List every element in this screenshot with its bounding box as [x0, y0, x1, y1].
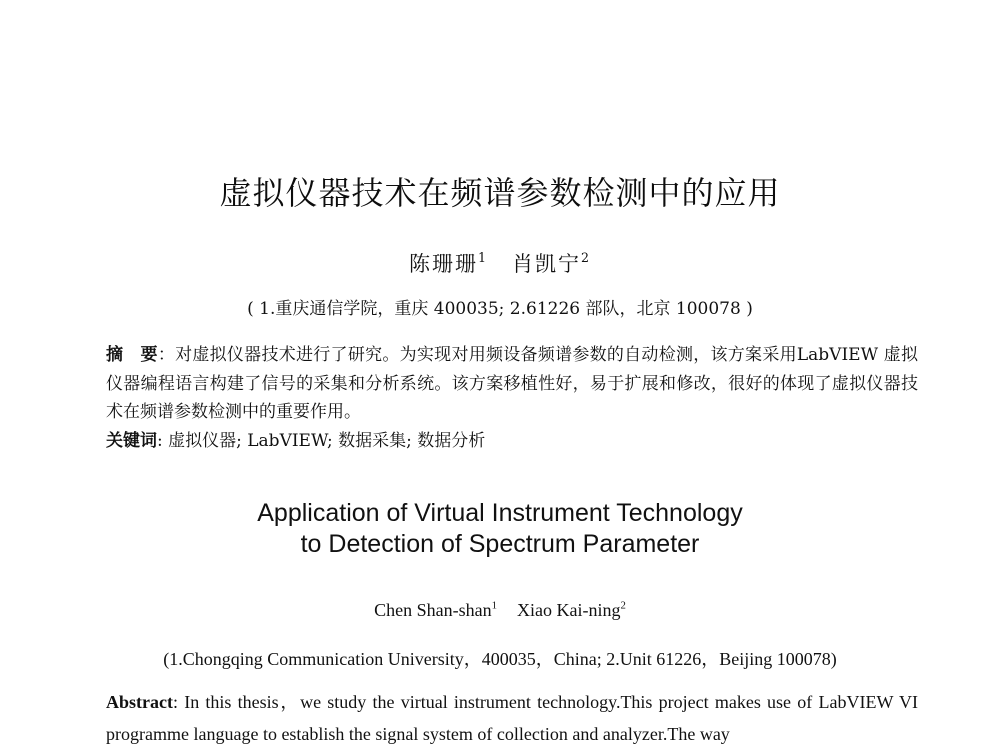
author-affiliation-mark: 1 — [491, 599, 497, 612]
abstract-label: Abstract — [106, 692, 173, 712]
author-affiliation-mark: 2 — [620, 599, 626, 612]
author-name: Xiao Kai-ning — [517, 600, 621, 620]
abstract-english — [106, 686, 918, 750]
author-name: 肖凯宁 — [512, 252, 581, 276]
affiliation-english: (1.Chongqing Communication University，400035，China; 2.Unit 61226，Beijing 100078) — [163, 649, 837, 669]
author-name: 陈珊珊 — [408, 252, 478, 276]
keywords-chinese — [106, 427, 918, 455]
keywords-text: : 虚拟仪器; LabVIEW; 数据采集; 数据分析 — [157, 431, 486, 451]
abstract-text: ：对虚拟仪器技术进行了研究。为实现对用频设备频谱参数的自动检测，该方案采用LabVIEW 虚拟仪器编程语言构建了信号的采集和分析系统。该方案移植性好，易于扩展和修改，很好的体现了虚拟仪器技术在频谱参数检测中的重要作用。 — [106, 345, 919, 422]
author-affiliation-mark: 2 — [581, 250, 592, 266]
paper-title-english — [0, 498, 1000, 560]
title-line: to Detection of Spectrum Parameter — [300, 530, 700, 558]
author-list-chinese — [0, 248, 1000, 278]
author-name: Chen Shan-shan — [374, 600, 492, 620]
title-line: Application of Virtual Instrument Technology — [257, 499, 743, 527]
abstract-text: : In this thesis，we study the virtual instrument technology.This project makes use of LabVIEW VI programme language to establish the signal system of collection and analyzer.The way — [106, 692, 918, 744]
keywords-label: 关键词 — [106, 431, 157, 451]
abstract-chinese — [106, 341, 918, 427]
author-list-english — [0, 600, 1000, 621]
paper-title-chinese: 虚拟仪器技术在频谱参数检测中的应用 — [219, 174, 781, 212]
author-affiliation-mark: 1 — [477, 250, 488, 266]
abstract-label: 摘 要 — [106, 345, 158, 365]
affiliation-chinese: ( 1.重庆通信学院，重庆 400035; 2.61226 部队，北京 100078 ) — [247, 299, 753, 319]
